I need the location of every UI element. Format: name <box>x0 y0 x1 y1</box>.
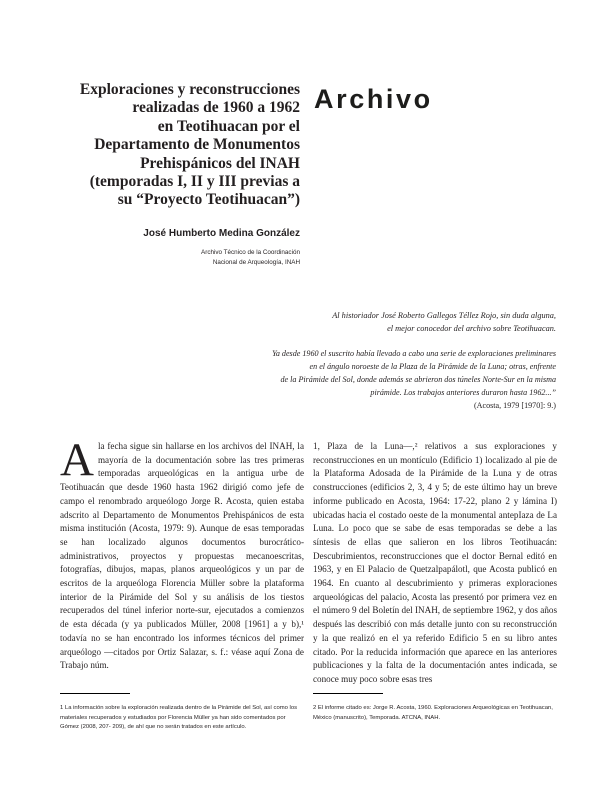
footnote-1: 1 La información sobre la exploración realizada dentro de la Pirámide del Sol, así como los materiales recuperados y estudiados por Florencia Müller ya han sido comentados por Gómez (2008, 207- 209), de ahí que no serán tratados en este artículo. <box>60 705 298 731</box>
drop-cap: A <box>60 434 94 486</box>
article-title <box>60 81 300 210</box>
epigraph-citation: (Acosta, 1979 [1970]: 9.) <box>473 401 556 410</box>
body-text-left: la fecha sigue sin hallarse en los archivos del INAH, la mayoría de la documentación sobre las tres primeras temporadas arqueológicas en la antigua urbe de Teotihuacán que desde 1960 hasta 1962 dirigió como jefe de campo el renombrado arqueólogo Jorge R. Acosta, quien estaba adscrito al Departamento de Monumentos Prehispánicos de esta misma institución (Acosta, 1979: 9). Aunque de esas temporadas se han localizado algunos documentos burocrático-administrativos, proyectos y propuestas mecanoescritas, fotografías, dibujos, mapas, planos arqueológicos y un par de escritos de la arqueóloga Florencia Müller sobre la plataforma interior de la Pirámide del Sol y su análisis de los tiestos recuperados del túnel inferior norte-sur, ejecutados a comienzos de esta década (y ya publicados Müller, 2008 [1961] a y b),¹ todavía no se han encontrado los informes técnicos del primer arqueólogo —citados por Ortiz Salazar, s. f.: véase aquí Zona de Trabajo núm. <box>60 441 304 671</box>
epigraph <box>196 347 556 412</box>
author-affiliation <box>150 248 300 267</box>
title-line: Prehispánicos del INAH <box>140 154 300 172</box>
footnote-rule <box>313 693 383 694</box>
dedication-line: el mejor conocedor del archivo sobre Teotihuacan. <box>387 324 556 333</box>
title-line: en Teotihuacan por el <box>157 117 300 135</box>
affiliation-line: Nacional de Arqueología, INAH <box>212 258 300 266</box>
footnote-2: 2 El informe citado es: Jorge R. Acosta, 1960. Exploraciones Arqueológicas en Teotihuacan, México (manuscrito), Temporada. ATCNA, INAH. <box>313 705 553 721</box>
title-line: Exploraciones y reconstrucciones <box>79 81 300 98</box>
body-column-right <box>313 440 557 687</box>
affiliation-line: Archivo Técnico de la Coordinación <box>201 249 300 256</box>
epigraph-line: Ya desde 1960 el suscrito había llevado a cabo una serie de exploraciones preliminares <box>272 349 556 358</box>
dedication-line: Al historiador José Roberto Gallegos Téllez Rojo, sin duda alguna, <box>332 311 556 320</box>
body-text-right: 1, Plaza de la Luna—,² relativos a sus exploraciones y reconstrucciones en un montículo (Edificio 1) localizado al pie de la Plataforma Adosada de la Pirámide de la Luna y de otras construcciones (edificios 2, 3, 4 y 5; de este último hay un breve informe publicado en Acosta, 1964: 17-22, plano 2 y lámina I) ubicadas hacia el costado oeste de la monumental antepIaza de La Luna. Lo poco que se sabe de esas temporadas se debe a las síntesis de ellas que salieron en los libros Teotihuacán: Descubrimientos, reconstrucciones que el doctor Bernal editó en 1963, y en El Palacio de Quetzalpapálotl, que Acosta publicó en 1964. En cuanto al descubrimiento y primeras exploraciones arqueológicas del palacio, Acosta las presentó por primera vez en el número 9 del Boletín del INAH, de septiembre 1962, y dos años después las describió con más detalle junto con su reconstrucción y la que realizó en el ya referido Edificio 5 en su libro antes citado. Por la reducida información que aparece en las anteriores publicaciones y la falta de la documentación antes indicada, se conoce muy poco sobre esas tres <box>313 441 557 684</box>
title-line: Departamento de Monumentos <box>94 136 300 154</box>
dedication <box>200 309 556 335</box>
title-line: (temporadas I, II y III previas a <box>89 173 300 191</box>
author-name: José Humberto Medina González <box>143 228 300 239</box>
section-heading: Archivo <box>314 84 433 114</box>
epigraph-line: de la Pirámide del Sol, donde además se abrieron dos túneles Norte-Sur en la misma <box>280 375 556 384</box>
body-column-left <box>60 434 304 673</box>
title-line: realizadas de 1960 a 1962 <box>132 99 300 117</box>
epigraph-line: en el ángulo noroeste de la Plaza de la Pirámide de la Luna; otras, enfrente <box>309 362 556 371</box>
epigraph-line: pirámide. Los trabajos anteriores duraron hasta 1962...” <box>370 388 556 397</box>
title-line: su “Proyecto Teotihuacan”) <box>117 191 300 209</box>
footnote-rule <box>60 693 130 694</box>
